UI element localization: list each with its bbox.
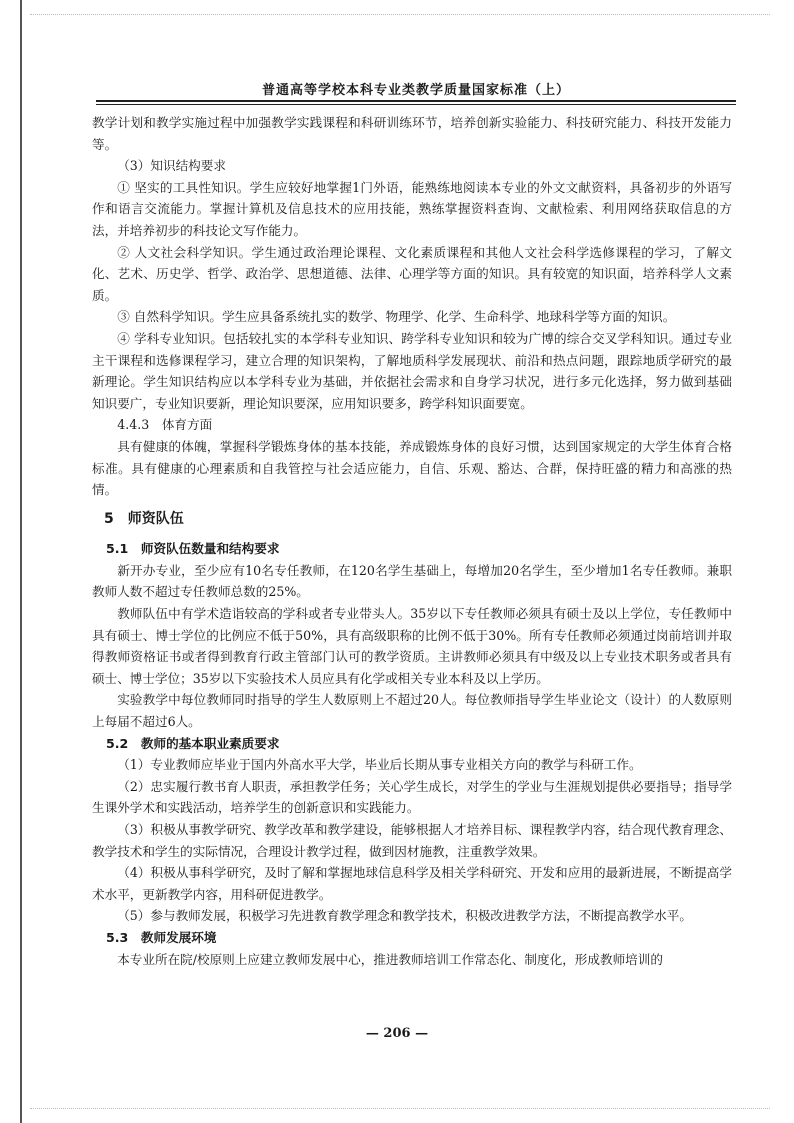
list-item: （3）积极从事教学研究、教学改革和教学建设，能够根据人才培养目标、课程教学内容，结合现代教育理念、教学技术和学生的实际情况，合理设计教学过程，做到因材施教，注重教学效果。 <box>92 822 732 859</box>
paragraph: 实验教学中每位教师同时指导的学生人数原则上不超过20人。每位教师指导学生毕业论文（设计）的人数原则上每届不超过6人。 <box>92 692 732 730</box>
scan-dots-top <box>30 14 770 15</box>
section-heading-5-2: 5.2 教师的基本职业素质要求 <box>106 735 280 751</box>
header-rule-thick <box>96 100 736 102</box>
running-header: 普通高等学校本科专业类教学质量国家标准（上） <box>261 83 570 98</box>
section-heading-5-3: 5.3 教师发展环境 <box>106 929 217 945</box>
section-heading-5-1: 5.1 师资队伍数量和结构要求 <box>106 541 280 557</box>
scan-edge <box>20 0 22 1123</box>
list-item: （4）积极从事科学研究，及时了解和掌握地球信息科学及相关学科研究、开发和应用的最新进展，不断提高学术水平，更新教学内容，用科研促进教学。 <box>92 865 732 902</box>
list-item: （2）忠实履行教书育人职责，承担教学任务；关心学生成长，对学生的学业与生涯规划提供必要指导；指导学生课外学术和实践活动，培养学生的创新意识和实践能力。 <box>92 778 732 816</box>
paragraph: 具有健康的体魄，掌握科学锻炼身体的基本技能，养成锻炼身体的良好习惯，达到国家规定的大学生体育合格标准。具有健康的心理素质和自我管控与社会适应能力，自信、乐观、豁达、合群，保持旺盛的精力和高涨的热情。 <box>92 438 732 498</box>
subheading-knowledge: （3）知识结构要求 <box>117 158 226 174</box>
paragraph: ③ 自然科学知识。学生应具备系统扎实的数学、物理学、化学、生命科学、地球科学等方面的知识。 <box>117 309 676 325</box>
list-item: （1）专业教师应毕业于国内外高水平大学，毕业后长期从事专业相关方向的教学与科研工作。 <box>117 757 642 773</box>
paragraph: 教师队伍中有学术造诣较高的学科或者专业带头人。35岁以下专任教师必须具有硕士及以上学位，专任教师中具有硕士、博士学位的比例应不低于50%，具有高级职称的比例不低于30%。所有专任教师必须通过岗前培训并取得教师资格证书或者得到教育行政主管部门认可的教学资质。主讲教师必须具有中级及以上专业技术职务或者具有硕士、博士学位；35岁以下实验技术人员应具有化学或相关专业本科及以上学历。 <box>92 606 732 686</box>
subheading-sport: 4.4.3 体育方面 <box>117 417 213 433</box>
paragraph: ④ 学科专业知识。包括较扎实的本学科专业知识、跨学科专业知识和较为广博的综合交叉学科知识。通过专业主干课程和选修课程学习，建立合理的知识架构，了解地质科学发展现状、前沿和热点问题，跟踪地质学研究的最新理论。学生知识结构应以本学科专业为基础，并依据社会需求和自身学习状况，进行多元化选择，努力做到基础知识要广，专业知识要新，理论知识要深，应用知识要多，跨学科知识面要宽。 <box>92 330 732 411</box>
paragraph: ② 人文社会科学知识。学生通过政治理论课程、文化素质课程和其他人文社会科学选修课程的学习，了解文化、艺术、历史学、哲学、政治学、思想道德、法律、心理学等方面的知识。具有较宽的知识面，培养科学人文素质。 <box>92 244 732 303</box>
list-item: （5）参与教师发展，积极学习先进教育教学理念和教学技术，积极改进教学方法，不断提高教学水平。 <box>117 908 692 924</box>
paragraph: 教学计划和教学实施过程中加强教学实践课程和科研训练环节，培养创新实验能力、科技研究能力、科技开发能力等。 <box>92 115 732 152</box>
section-heading-5: 5 师资队伍 <box>104 510 184 527</box>
paragraph: 新开办专业，至少应有10名专任教师，在120名学生基础上，每增加20名学生，至少增加1名专任教师。兼职教师人数不超过专任教师总数的25%。 <box>92 562 732 600</box>
header-rule-thin <box>96 104 736 105</box>
scan-dots-bottom <box>30 1108 770 1109</box>
body-text <box>92 112 732 970</box>
page-number: — 206 — <box>365 1026 429 1041</box>
paragraph: 本专业所在院/校原则上应建立教师发展中心，推进教师培训工作常态化、制度化，形成教师培训的 <box>117 951 663 967</box>
paragraph: ① 坚实的工具性知识。学生应较好地掌握1门外语，能熟练地阅读本专业的外文文献资料，具备初步的外语写作和语言交流能力。掌握计算机及信息技术的应用技能，熟练掌握资料查询、文献检索、利用网络获取信息的方法，并培养初步的科技论文写作能力。 <box>92 179 732 238</box>
